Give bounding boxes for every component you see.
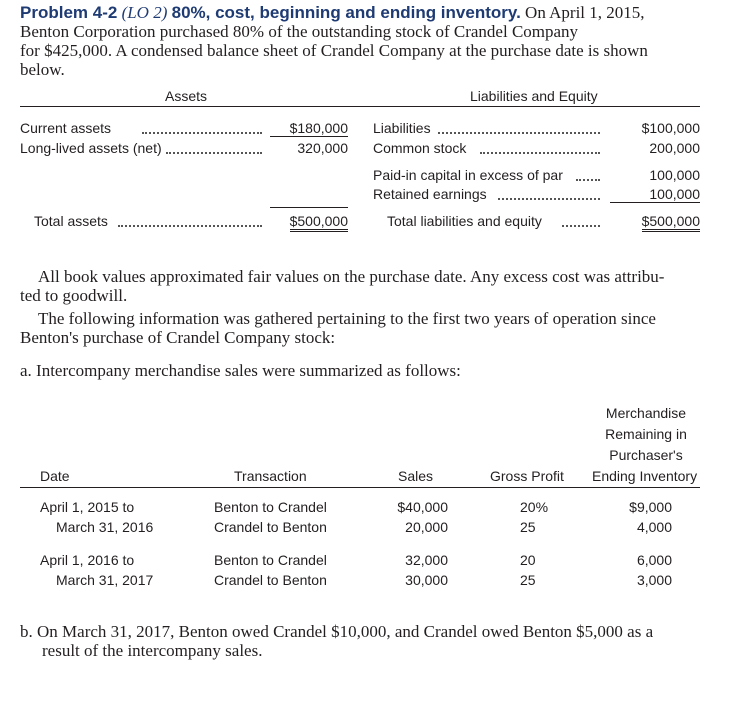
common-stock-label: Common stock — [373, 140, 467, 156]
leader-dots — [142, 132, 262, 134]
gross-profit-cell: 25 — [520, 572, 536, 588]
sales-header: Sales — [398, 468, 434, 484]
intro-line-2: Benton Corporation purchased 80% of the outstanding stock of Crandel Company — [20, 22, 579, 41]
current-assets-label: Current assets — [20, 120, 112, 136]
liabilities-equity-header: Liabilities and Equity — [470, 88, 598, 104]
transaction-header: Transaction — [234, 468, 307, 484]
date-period-2-line-1: April 1, 2016 to — [40, 552, 135, 568]
leader-dots — [480, 152, 600, 154]
current-assets-value: $180,000 — [270, 120, 348, 137]
problem-label: Problem 4-2 — [20, 3, 118, 22]
sales-cell: 32,000 — [405, 552, 448, 568]
intro-line-3: for $425,000. A condensed balance sheet of Crandel Company at the purchase date is shown — [20, 41, 648, 60]
transaction-cell: Crandel to Benton — [214, 572, 327, 588]
date-period-1-line-1: April 1, 2015 to — [40, 499, 135, 515]
learning-objective: (LO 2) — [121, 3, 168, 22]
inventory-cell: $9,000 — [629, 499, 672, 515]
long-lived-assets-value: 320,000 — [297, 140, 348, 156]
table-header-rule — [20, 487, 700, 488]
intro-line-1: On April 1, 2015, — [525, 3, 645, 22]
sales-cell: 20,000 — [405, 519, 448, 535]
transaction-cell: Benton to Crandel — [214, 552, 327, 568]
total-liabilities-equity-label: Total liabilities and equity — [387, 213, 542, 229]
inventory-header-line-3: Purchaser's — [609, 447, 683, 463]
date-header: Date — [40, 468, 70, 484]
gross-profit-header: Gross Profit — [490, 468, 564, 484]
sales-cell: 30,000 — [405, 572, 448, 588]
paragraph-1-line-1: All book values approximated fair values on the purchase date. Any excess cost was attribu- — [38, 267, 665, 286]
item-b-line-1: b. On March 31, 2017, Benton owed Crandel $10,000, and Crandel owed Benton $5,000 as a — [20, 622, 654, 641]
leader-dots — [438, 132, 600, 134]
problem-title: 80%, cost, beginning and ending inventory. — [171, 3, 521, 22]
leader-dots — [166, 152, 262, 154]
leader-dots — [118, 225, 262, 227]
gross-profit-cell: 25 — [520, 519, 536, 535]
retained-earnings-label: Retained earnings — [373, 186, 487, 202]
assets-header: Assets — [165, 88, 208, 104]
sales-cell: $40,000 — [397, 499, 448, 515]
long-lived-assets-label: Long-lived assets (net) — [20, 140, 162, 156]
paid-in-capital-value: 100,000 — [649, 167, 700, 183]
item-a: a. Intercompany merchandise sales were summarized as follows: — [20, 361, 461, 380]
total-assets-label: Total assets — [34, 213, 108, 229]
paid-in-capital-label: Paid-in capital in excess of par — [373, 167, 563, 183]
inventory-header-line-1: Merchandise — [605, 405, 687, 421]
leader-dots — [498, 198, 600, 200]
total-liabilities-equity-value: $500,000 — [610, 213, 700, 229]
retained-earnings-value: 100,000 — [610, 186, 700, 203]
total-assets-value: $500,000 — [270, 207, 348, 229]
transaction-cell: Benton to Crandel — [214, 499, 327, 515]
intro-line-4: below. — [20, 60, 65, 79]
liabilities-label: Liabilities — [373, 120, 431, 136]
paragraph-2-line-1: The following information was gathered pertaining to the first two years of operation since — [38, 309, 656, 328]
inventory-header-line-2: Remaining in — [605, 426, 687, 442]
inventory-header-line-4: Ending Inventory — [592, 468, 698, 484]
inventory-cell: 4,000 — [636, 519, 672, 535]
leader-dots — [576, 179, 600, 181]
date-period-2-line-2: March 31, 2017 — [56, 572, 154, 588]
paragraph-1-line-2: ted to goodwill. — [20, 286, 128, 305]
header-rule — [20, 106, 700, 107]
leader-dots — [562, 225, 600, 227]
date-period-1-line-2: March 31, 2016 — [56, 519, 154, 535]
item-b-line-2: result of the intercompany sales. — [42, 641, 263, 660]
gross-profit-cell: 20 — [520, 552, 536, 568]
gross-profit-cell: 20% — [520, 499, 549, 515]
liabilities-value: $100,000 — [641, 120, 700, 136]
problem-header — [20, 4, 720, 22]
transaction-cell: Crandel to Benton — [214, 519, 327, 535]
common-stock-value: 200,000 — [649, 140, 700, 156]
inventory-cell: 3,000 — [636, 572, 672, 588]
paragraph-2-line-2: Benton's purchase of Crandel Company stock: — [20, 328, 336, 347]
inventory-cell: 6,000 — [636, 552, 672, 568]
